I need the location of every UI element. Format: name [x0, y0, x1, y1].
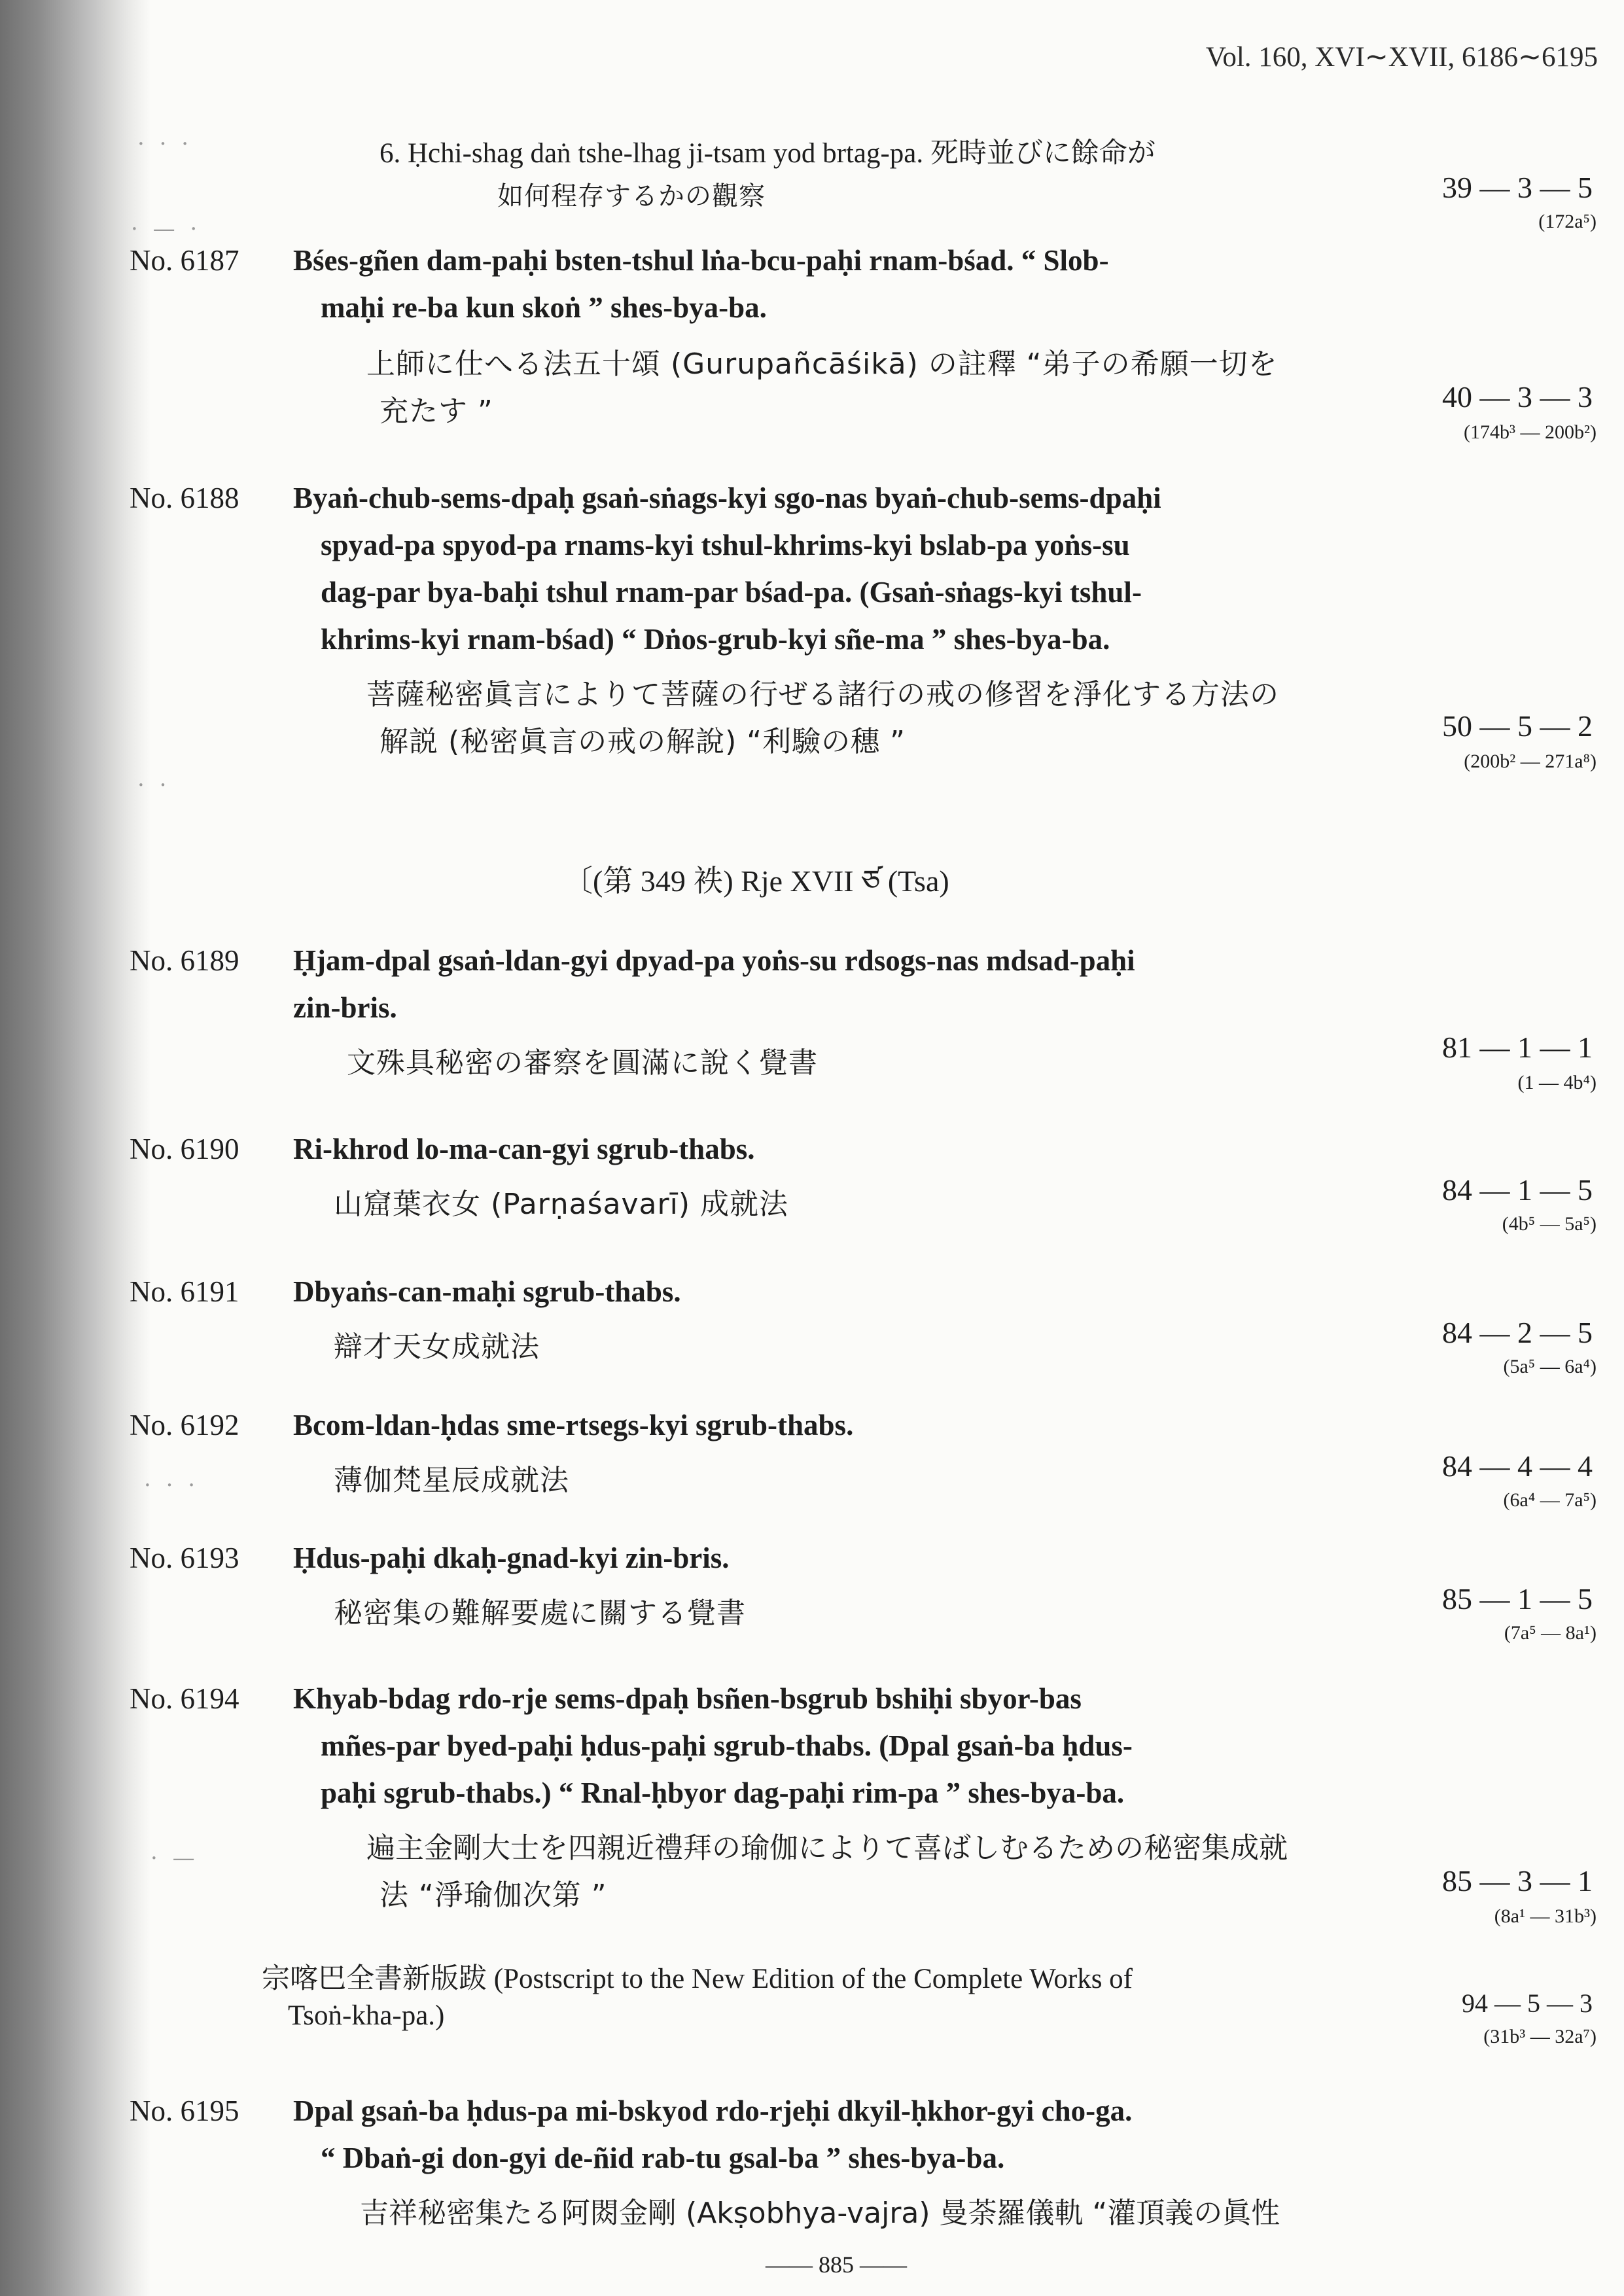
section-heading: 〔(第 349 袟) Rje XVII ཙ (Tsa) [563, 864, 949, 898]
volume-reference: 84 — 4 — 4 [1442, 1449, 1593, 1483]
entry-japanese-line: 如何程存するかの觀察 [497, 181, 766, 211]
folio-reference: (6a⁴ — 7a⁵) [1503, 1489, 1597, 1511]
entry-title-line: Dbyaṅs-can-maḥi sgrub-thabs. [293, 1275, 681, 1308]
volume-reference: 40 — 3 — 3 [1442, 380, 1593, 414]
folio-reference: (200b² — 271a⁸) [1464, 751, 1597, 772]
entry-japanese-line: 秘密集の難解要處に關する覺書 [334, 1597, 746, 1630]
entry-title-line: paḥi sgrub-thabs.) “ Rnal-ḥbyor dag-paḥi rim-pa ” shes-bya-ba. [321, 1776, 1125, 1809]
entry-japanese-line: 遍主金剛大士を四親近禮拜の瑜伽によりて喜ばしむるための秘密集成就 [366, 1831, 1288, 1865]
volume-reference: 84 — 1 — 5 [1442, 1173, 1593, 1207]
entry-japanese-line: 法 “淨瑜伽次第 ” [380, 1879, 607, 1912]
entry-title-line: Khyab-bdag rdo-rje sems-dpaḥ bsñen-bsgrub bshiḥi sbyor-bas [293, 1682, 1082, 1715]
running-header: Vol. 160, XVI∼XVII, 6186∼6195 [1205, 42, 1598, 73]
entry-title-line: mñes-par byed-paḥi ḥdus-paḥi sgrub-thabs. (Dpal gsaṅ-ba ḥdus- [321, 1729, 1133, 1762]
entry-title-line: Ḥjam-dpal gsaṅ-ldan-gyi dpyad-pa yoṅs-su rdsogs-nas mdsad-paḥi [293, 944, 1135, 977]
entry-japanese-line: 上師に仕へる法五十頌 (Gurupañcāśikā) の註釋 “弟子の希願一切を [366, 347, 1278, 381]
entry-number: No. 6189 [130, 944, 239, 977]
postscript-line: 宗喀巴全書新版跋 (Postscript to the New Edition of the Complete Works of [262, 1964, 1133, 1994]
page-number: —— 885 —— [766, 2252, 907, 2278]
entry-number: No. 6193 [130, 1542, 239, 1574]
entry-title-line: Ḥdus-paḥi dkaḥ-gnad-kyi zin-bris. [293, 1542, 730, 1574]
folio-reference: (4b⁵ — 5a⁵) [1502, 1213, 1597, 1235]
entry-number: No. 6192 [130, 1409, 239, 1441]
entry-number: No. 6187 [130, 244, 239, 277]
entry-number: No. 6190 [130, 1133, 239, 1165]
entry-japanese-line: 吉祥秘密集たる阿閦金剛 (Akṣobhya-vajra) 曼荼羅儀軌 “灌頂義の眞性 [360, 2197, 1280, 2230]
postscript-line: Tsoṅ-kha-pa.) [288, 2000, 445, 2031]
folio-reference: (7a⁵ — 8a¹) [1504, 1622, 1597, 1644]
volume-reference: 81 — 1 — 1 [1442, 1031, 1593, 1064]
entry-title-line: Bśes-gñen dam-paḥi bsten-tshul lṅa-bcu-paḥi rnam-bśad. “ Slob- [293, 244, 1109, 277]
volume-reference: 39 — 3 — 5 [1442, 171, 1593, 204]
entry-title-line: 6. Ḥchi-shag daṅ tshe-lhag ji-tsam yod brtag-pa. 死時並びに餘命が [380, 138, 1156, 169]
entry-title-line: spyad-pa spyod-pa rnams-kyi tshul-khrims-kyi bslab-pa yoṅs-su [321, 529, 1130, 561]
folio-reference: (5a⁵ — 6a⁴) [1503, 1356, 1597, 1377]
entry-number: No. 6188 [130, 482, 239, 514]
entry-japanese-line: 解説 (秘密眞言の戒の解說) “利驗の穗 ” [380, 725, 906, 758]
margin-specks: · · · [137, 131, 193, 157]
entry-title-line: Dpal gsaṅ-ba ḥdus-pa mi-bskyod rdo-rjeḥi dkyil-ḥkhor-gyi cho-ga. [293, 2094, 1133, 2127]
folio-reference: (1 — 4b⁴) [1517, 1072, 1597, 1093]
entry-title-line: dag-par bya-baḥi tshul rnam-par bśad-pa. (Gsaṅ-sṅags-kyi tshul- [321, 576, 1142, 609]
folio-reference: (172a⁵) [1538, 211, 1597, 232]
volume-reference: 85 — 1 — 5 [1442, 1582, 1593, 1616]
entry-japanese-line: 菩薩秘密眞言によりて菩薩の行ぜる諸行の戒の修習を淨化する方法の [366, 678, 1279, 711]
folio-reference: (31b³ — 32a⁷) [1483, 2026, 1597, 2047]
entry-number: No. 6195 [130, 2094, 239, 2127]
volume-reference: 94 — 5 — 3 [1462, 1988, 1593, 2018]
entry-title-line: Bcom-ldan-ḥdas sme-rtsegs-kyi sgrub-thabs. [293, 1409, 854, 1441]
entry-japanese-line: 山窟葉衣女 (Parṇaśavarī) 成就法 [334, 1188, 788, 1221]
margin-specks: · · · [144, 1472, 200, 1498]
volume-reference: 85 — 3 — 1 [1442, 1864, 1593, 1898]
entry-title-line: Ri-khrod lo-ma-can-gyi sgrub-thabs. [293, 1133, 755, 1165]
entry-japanese-line: 充たす ” [380, 395, 493, 428]
margin-specks: · — · [131, 216, 202, 242]
volume-reference: 50 — 5 — 2 [1442, 709, 1593, 743]
folio-reference: (174b³ — 200b²) [1464, 421, 1597, 443]
margin-specks: · · [137, 772, 171, 798]
entry-number: No. 6194 [130, 1682, 239, 1715]
entry-title-line: khrims-kyi rnam-bśad) “ Dṅos-grub-kyi sñe-ma ” shes-bya-ba. [321, 623, 1110, 656]
entry-number: No. 6191 [130, 1275, 239, 1308]
margin-specks: · — [150, 1845, 199, 1871]
entry-japanese-line: 文殊具秘密の審察を圓滿に說く覺書 [347, 1046, 818, 1080]
entry-title-line: maḥi re-ba kun skoṅ ” shes-bya-ba. [321, 291, 767, 324]
volume-reference: 84 — 2 — 5 [1442, 1316, 1593, 1349]
entry-title-line: Byaṅ-chub-sems-dpaḥ gsaṅ-sṅags-kyi sgo-nas byaṅ-chub-sems-dpaḥi [293, 482, 1161, 514]
entry-title-line: zin-bris. [293, 991, 397, 1024]
folio-reference: (8a¹ — 31b³) [1494, 1905, 1597, 1927]
book-binding-shadow [0, 0, 150, 2296]
entry-title-line: “ Dbaṅ-gi don-gyi de-ñid rab-tu gsal-ba ” shes-bya-ba. [321, 2142, 1005, 2174]
entry-japanese-line: 辯才天女成就法 [334, 1330, 540, 1364]
entry-japanese-line: 薄伽梵星辰成就法 [334, 1464, 569, 1497]
